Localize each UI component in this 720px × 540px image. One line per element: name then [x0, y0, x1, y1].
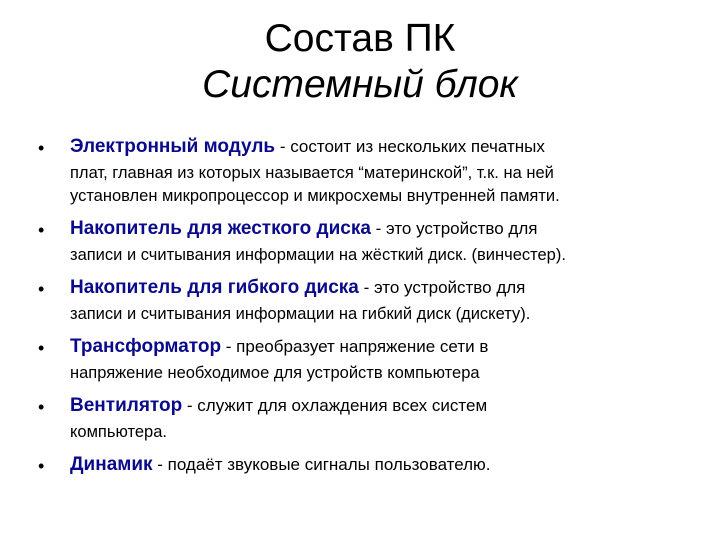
item-text: - преобразует напряжение сети в	[221, 337, 489, 356]
item-term: Динамик	[70, 454, 153, 475]
item-text: - это устройство для	[370, 219, 538, 238]
item-continuation: плат, главная из которых называется “материнской”, т.к. на ней	[70, 164, 554, 182]
item-continuation: записи и считывания информации на гибкий диск (дискету).	[70, 305, 531, 323]
list-item-speaker	[38, 452, 698, 488]
item-text: - подаёт звуковые сигналы пользователю.	[152, 455, 491, 474]
item-term: Накопитель для жесткого диска	[70, 218, 371, 239]
item-text: - служит для охлаждения всех систем	[182, 396, 488, 415]
bullet-icon: •	[38, 138, 45, 158]
item-continuation: компьютера.	[70, 423, 167, 441]
slide-title	[0, 16, 720, 108]
item-continuation: записи и считывания информации на жёсткий диск. (винчестер).	[70, 246, 566, 264]
bullet-icon: •	[38, 456, 45, 476]
list-item-fdd-drive	[38, 275, 698, 334]
bullet-icon: •	[38, 338, 45, 358]
item-term: Электронный модуль	[70, 136, 276, 157]
item-text: - это устройство для	[358, 278, 526, 297]
title-line-2: Системный блок	[202, 63, 518, 106]
item-continuation: напряжение необходимое для устройств компьютера	[70, 364, 480, 382]
item-text: - состоит из нескольких печатных	[275, 137, 545, 156]
item-first-line	[70, 452, 698, 478]
item-term: Трансформатор	[70, 336, 222, 357]
bullet-icon: •	[38, 279, 45, 299]
item-continuation: установлен микропроцессор и микросхемы внутренней памяти.	[70, 187, 560, 205]
list-item-electronic-module	[38, 134, 698, 216]
item-term: Накопитель для гибкого диска	[70, 277, 359, 298]
item-first-line	[70, 334, 698, 360]
list-item-transformer	[38, 334, 698, 393]
item-first-line	[70, 216, 698, 242]
list-item-hdd-drive	[38, 216, 698, 275]
item-first-line	[70, 134, 698, 160]
list-item-fan	[38, 393, 698, 452]
bullet-icon: •	[38, 220, 45, 240]
title-line-1: Состав ПК	[264, 17, 456, 60]
bullet-list	[38, 134, 698, 488]
item-term: Вентилятор	[70, 395, 183, 416]
item-first-line	[70, 275, 698, 301]
bullet-icon: •	[38, 397, 45, 417]
item-first-line	[70, 393, 698, 419]
